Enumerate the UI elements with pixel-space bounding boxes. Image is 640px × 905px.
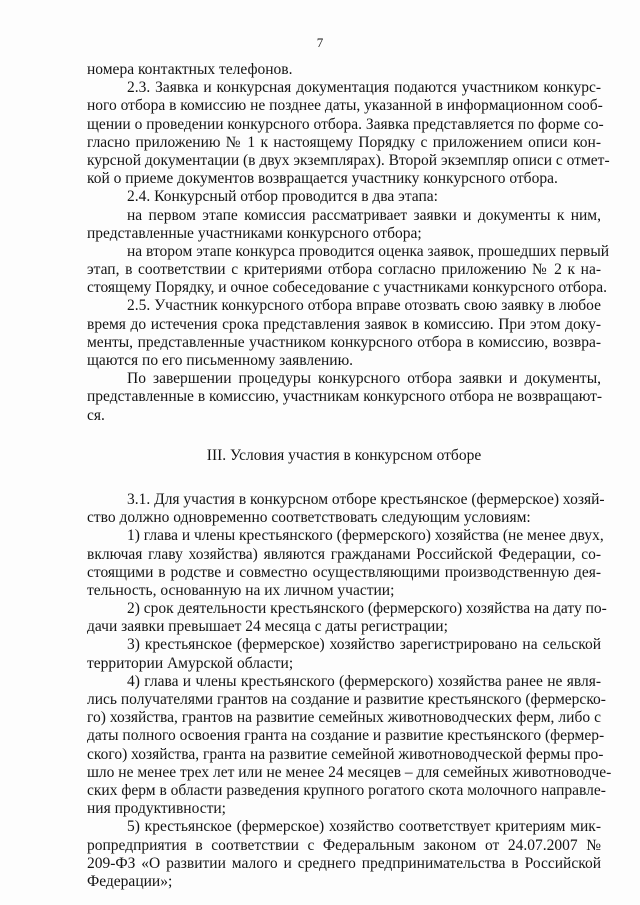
text-line: представленные участниками конкурсного отбора;: [87, 224, 422, 242]
text-line: 2.5. Участник конкурсного отбора вправе отозвать свою заявку в любое: [127, 297, 601, 315]
text-line: ния продуктивности;: [87, 800, 226, 818]
paragraph: [87, 207, 601, 243]
paragraph: [87, 818, 601, 891]
paragraph: [87, 61, 601, 79]
text-line: шло не менее трех лет или не менее 24 месяцев – для семейных животноводче-: [87, 763, 612, 781]
text-line: дачи заявки превышает 24 месяца с даты регистрации;: [87, 618, 448, 636]
text-line: го) хозяйства, грантов на развитие семейных животноводческих ферм, либо с: [87, 709, 601, 727]
text-line: ного отбора в комиссию не позднее даты, указанной в информационном сооб-: [87, 97, 603, 115]
text-line: ся.: [87, 406, 105, 424]
text-line: 2.3. Заявка и конкурсная документация подаются участником конкурс-: [127, 79, 601, 97]
text-line: этап, в соответствии с критериями отбора согласно приложению № 2 к на-: [87, 261, 601, 279]
text-line: 2.4. Конкурсный отбор проводится в два этапа:: [127, 188, 438, 206]
text-line: щаются по его письменному заявлению.: [87, 352, 354, 369]
text-line: даты полного освоения гранта на создание и развитие крестьянского (фермер-: [87, 727, 605, 745]
text-line: курсной документации (в двух экземплярах). Второй экземпляр описи с отмет-: [87, 151, 610, 169]
text-line: 209-ФЗ «О развитии малого и среднего предпринимательства в Российской: [87, 854, 601, 872]
text-line: 3) крестьянское (фермерское) хозяйство зарегистрировано на сельской: [127, 636, 601, 654]
text-line: 5) крестьянское (фермерское) хозяйство соответствует критериям мик-: [127, 818, 601, 836]
text-line: кой о приеме документов возвращается участнику конкурсного отбора.: [87, 170, 558, 188]
section-heading: III. Условия участия в конкурсном отборе: [206, 446, 482, 464]
text-line: щении о проведении конкурсного отбора. Заявка представляется по форме со-: [87, 115, 604, 133]
document-body: [87, 61, 612, 891]
paragraph: [87, 188, 601, 206]
text-line: тельность, основанную на их личном участии;: [87, 581, 395, 599]
text-line: менты, представленные участником конкурсного отбора в комиссию, возвра-: [87, 333, 601, 351]
paragraph: [87, 672, 612, 819]
text-line: 4) глава и члены крестьянского (фермерского) хозяйства ранее не явля-: [127, 672, 601, 690]
paragraph: [87, 527, 604, 600]
paragraph: [87, 370, 601, 425]
text-line: ство должно одновременно соответствовать следующим условиям:: [87, 509, 531, 527]
text-line: 3.1. Для участия в конкурсном отборе крестьянское (фермерское) хозяй-: [127, 490, 605, 508]
page-number: 7: [316, 35, 324, 50]
text-line: стоящему Порядку, и очное собеседование с участниками конкурсного отбора.: [87, 279, 608, 297]
paragraph: [87, 242, 610, 298]
text-line: 2) срок деятельности крестьянского (фермерского) хозяйства на дату по-: [127, 600, 607, 618]
text-line: ропредприятия в соответствии с Федеральным законом от 24.07.2007 №: [87, 836, 601, 854]
section-2-text: [87, 61, 610, 425]
text-line: включая главу хозяйства) являются гражданами Российской Федерации, со-: [87, 545, 601, 563]
paragraph: [87, 297, 601, 370]
text-line: территории Амурской области;: [87, 654, 294, 672]
section-3-text: [87, 490, 612, 891]
text-line: Федерации»;: [87, 872, 173, 890]
text-line: на втором этапе конкурса проводится оценка заявок, прошедших первый: [127, 242, 610, 260]
text-line: ского) хозяйства, гранта на развитие семейной животноводческой фермы про-: [87, 745, 604, 763]
text-line: По завершении процедуры конкурсного отбора заявки и документы,: [127, 370, 601, 388]
paragraph: [87, 600, 607, 636]
text-line: лись получателями грантов на создание и развитие крестьянского (фермерско-: [87, 691, 606, 708]
paragraph: [87, 490, 605, 527]
text-line: ских ферм в области разведения крупного рогатого скота молочного направле-: [87, 781, 606, 799]
paragraph: [87, 79, 610, 188]
text-line: представленные в комиссию, участникам конкурсного отбора не возвращают-: [87, 388, 603, 406]
text-line: время до истечения срока представления заявок в комиссию. При этом доку-: [87, 315, 601, 333]
text-line: гласно приложению № 1 к настоящему Порядку с приложением описи кон-: [87, 133, 601, 151]
text-line: на первом этапе комиссия рассматривает заявки и документы к ним,: [127, 206, 601, 224]
paragraph: [87, 636, 601, 672]
text-line: 1) глава и члены крестьянского (фермерского) хозяйства (не менее двух,: [127, 527, 604, 545]
text-line: стоящими в родстве и совместно осуществляющими производственную дея-: [87, 563, 601, 581]
text-line: номера контактных телефонов.: [87, 61, 293, 78]
